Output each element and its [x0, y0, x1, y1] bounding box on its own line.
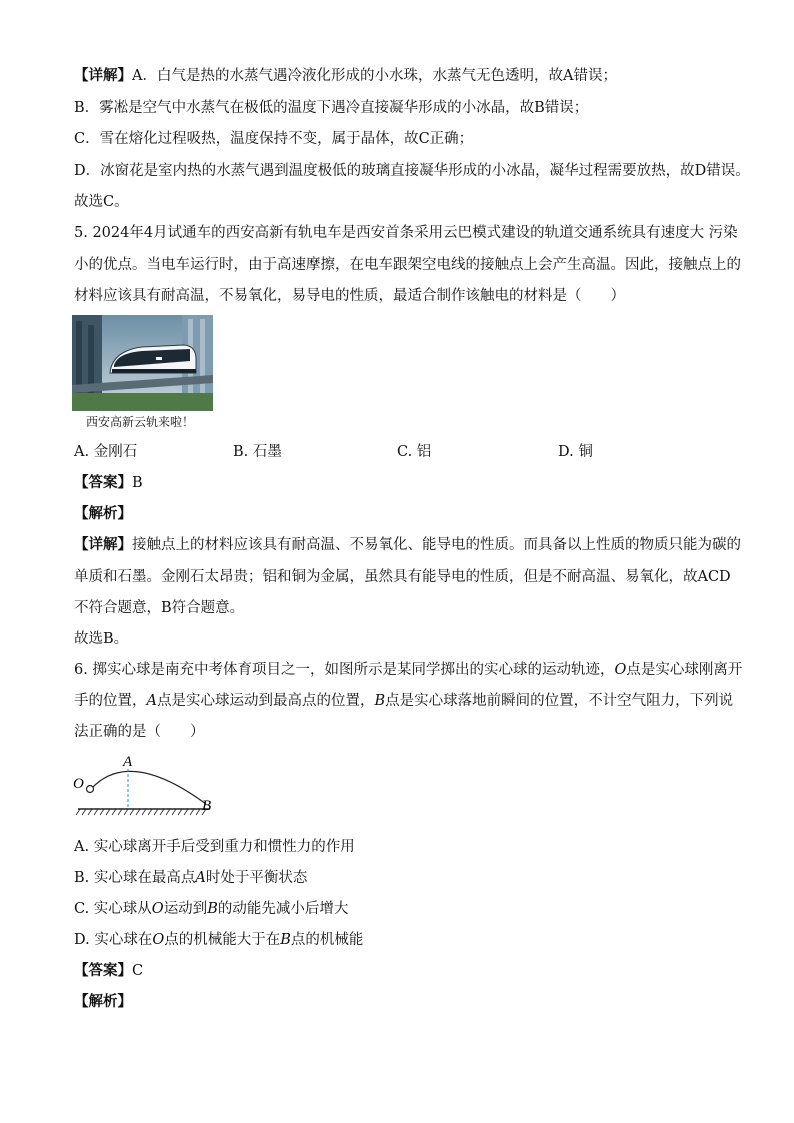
label-b: B — [202, 798, 212, 814]
q6-opt-d-var-o: O — [152, 932, 165, 948]
q5-detail-2: 单质和石墨。金刚石太昂贵；铝和铜为金属，虽然具有能导电的性质，但是不耐高温、易氧化，故ACD — [74, 569, 731, 585]
q5-detail-1-text: 接触点上的材料应该具有耐高温、不易氧化、能导电的性质。而具备以上性质的物质只能为碳的 — [132, 537, 741, 553]
q6-opt-b2: 时处于平衡状态 — [205, 870, 308, 886]
q5-stem-3: 材料应该具有耐高温，不易氧化，易导电的性质，最适合制作该触电的材料是（ ） — [74, 288, 625, 304]
q5-option-c: C. 铝 — [397, 444, 432, 460]
q6-stem-3: 法正确的是（ ） — [74, 724, 205, 740]
label-o: O — [73, 776, 84, 792]
q5-detail-1 — [74, 535, 741, 555]
q6-var-b: B — [374, 693, 386, 709]
q6-stem-2a: 手的位置， — [74, 693, 147, 709]
q5-option-a: A. 金刚石 — [74, 444, 138, 460]
figure-caption: 西安高新云轨来啦！ — [86, 415, 195, 429]
q6-opt-c3: 的动能先减小后增大 — [217, 901, 349, 917]
q5-answer-tag: 【答案】 — [74, 474, 132, 491]
q5-stem-1: 5. 2024年4月试通车的西安高新有轨电车是西安首条采用云巴模式建设的轨道交通系统具有速度大 污染 — [74, 225, 738, 241]
q4-line-d: D．冰窗花是室内热的水蒸气遇到温度极低的玻璃直接凝华形成的小冰晶，凝华过程需要放热，故D错误。 — [74, 163, 750, 179]
label-a: A — [123, 754, 133, 770]
trajectory-diagram — [70, 752, 220, 822]
q4-detail-tag: 【详解】 — [74, 67, 132, 84]
q5-analysis-tag: 【解析】 — [74, 505, 132, 522]
ball-icon — [87, 786, 94, 793]
q6-answer — [74, 961, 143, 981]
q6-opt-d2: 点的机械能大于在 — [164, 932, 281, 948]
q4-conclusion: 故选C。 — [74, 194, 129, 210]
q4-detail-a — [74, 66, 617, 86]
q5-detail-3: 不符合题意，B符合题意。 — [74, 600, 245, 616]
q5-answer — [74, 473, 143, 493]
q4-line-b: B．雾凇是空气中水蒸气在极低的温度下遇冷直接凝华形成的小冰晶，故B错误； — [74, 100, 589, 116]
q6-option-b — [74, 868, 307, 888]
q4-line-c: C．雪在熔化过程吸热，温度保持不变，属于晶体，故C正确； — [74, 131, 474, 147]
tram-photo — [72, 315, 213, 411]
q6-var-o: O — [614, 662, 627, 678]
q6-answer-value: C — [132, 963, 144, 979]
ground-hatching — [76, 809, 206, 815]
q6-opt-c-var-o: O — [151, 901, 164, 917]
q5-conclusion: 故选B。 — [74, 631, 129, 647]
q6-stem-2c: 点是实心球落地前瞬间的位置，不计空气阻力，下列说 — [385, 693, 734, 709]
q6-var-a: A — [146, 693, 157, 709]
q6-analysis-tag: 【解析】 — [74, 993, 132, 1010]
q6-opt-c1: C. 实心球从 — [74, 901, 152, 917]
q6-stem-2 — [74, 691, 733, 711]
q6-stem-1 — [74, 660, 742, 680]
q6-opt-b1: B. 实心球在最高点 — [74, 870, 196, 886]
q6-option-c — [74, 899, 348, 919]
q6-opt-d3: 点的机械能 — [290, 932, 364, 948]
q5-option-b: B. 石墨 — [233, 444, 282, 460]
tram-photo-illustration — [72, 315, 213, 411]
q6-opt-d1: D. 实心球在 — [74, 932, 153, 948]
q6-option-d — [74, 930, 363, 950]
q6-opt-b-var: A — [195, 870, 206, 886]
q6-opt-c2: 运动到 — [163, 901, 208, 917]
q6-option-a: A. 实心球离开手后受到重力和惯性力的作用 — [74, 839, 355, 855]
q5-option-d: D. 铜 — [558, 444, 593, 460]
trajectory-curve — [92, 771, 206, 804]
q6-stem-1a: 6. 掷实心球是南充中考体育项目之一，如图所示是某同学掷出的实心球的运动轨迹， — [74, 662, 615, 678]
q5-stem-2: 小的优点。当电车运行时，由于高速摩擦，在电车跟架空电线的接触点上会产生高温。因此，接触点上的 — [74, 257, 741, 273]
q5-answer-value: B — [132, 475, 143, 491]
q6-stem-1b: 点是实心球刚离开 — [626, 662, 743, 678]
q6-answer-tag: 【答案】 — [74, 962, 132, 979]
q6-opt-c-var-b: B — [207, 901, 218, 917]
q5-detail-tag: 【详解】 — [74, 536, 132, 553]
q4-line-a: A．白气是热的水蒸气遇冷液化形成的小水珠，水蒸气无色透明，故A错误； — [132, 68, 617, 84]
q6-stem-2b: 点是实心球运动到最高点的位置， — [156, 693, 375, 709]
q6-opt-d-var-b: B — [280, 932, 291, 948]
